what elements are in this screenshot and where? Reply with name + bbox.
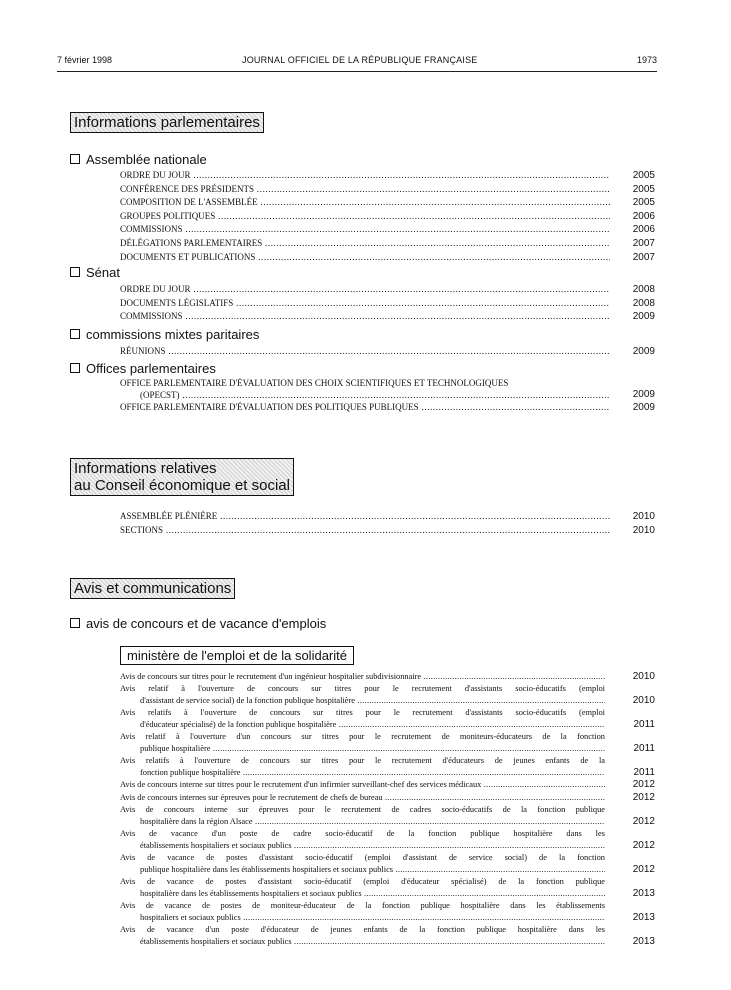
section-title-conseil [70, 458, 294, 496]
page-header [57, 55, 657, 69]
toc-label: COMMISSIONS ..... [120, 310, 610, 324]
avis-text-line1: Avis de vacance de postes d'assistant socio-éducatif (emploi d'assistant de service social) de la fonction [120, 852, 605, 862]
toc-page: 2007 [632, 237, 655, 249]
toc-label: ORDRE DU JOUR ..... [120, 169, 610, 183]
section-title-avis [70, 578, 235, 599]
toc-conseil [120, 510, 655, 537]
avis-page: 2013 [632, 935, 655, 947]
avis-page: 2011 [633, 743, 655, 754]
toc-senat [120, 283, 655, 324]
avis-page: 2012 [632, 863, 655, 875]
avis-entry[interactable] [120, 804, 655, 827]
avis-text-line1: Avis relatif à l'ouverture de concours sur titres pour le recrutement d'assistants socio-éducatifs (emploi [120, 684, 605, 694]
avis-page: 2012 [632, 839, 655, 851]
avis-text-line2: hospitalière dans les établissements hospitaliers et sociaux publics ..... [120, 888, 605, 900]
avis-text-line2: fonction publique hospitalière ..... [120, 767, 605, 779]
toc-label: DÉLÉGATIONS PARLEMENTAIRES ..... [120, 237, 610, 251]
toc-label: COMMISSIONS ..... [120, 223, 610, 237]
avis-page: 2010 [632, 671, 655, 682]
toc-row[interactable] [120, 196, 655, 210]
avis-page: 2011 [633, 719, 655, 730]
checkbox-bullet-icon [70, 329, 80, 339]
header-page-number: 1973 [636, 55, 657, 65]
avis-page: 2011 [633, 767, 655, 778]
toc-label: COMPOSITION DE L'ASSEMBLÉE ..... [120, 196, 610, 210]
toc-page: 2009 [632, 402, 655, 413]
toc-label: OFFICE PARLEMENTAIRE D'ÉVALUATION DES CHOIX SCIENTIFIQUES ET TECHNOLOGIQUES [120, 378, 509, 388]
avis-text-line2: hospitaliers et sociaux publics ..... [120, 912, 605, 924]
group-heading: avis de concours et de vacance d'emplois [86, 616, 327, 631]
toc-label: SECTIONS ..... [120, 524, 610, 538]
avis-text-line1: Avis de concours interne sur épreuves pour le recrutement de cadres socio-éducatifs de la fonction publique [120, 804, 605, 814]
avis-text-line2: hospitalière dans la région Alsace ..... [120, 816, 605, 828]
header-date: 7 février 1998 [57, 55, 113, 65]
toc-label: ASSEMBLÉE PLÉNIÈRE ..... [120, 510, 610, 524]
avis-text-line2: publique hospitalière dans les établissements hospitaliers et sociaux publics ..... [120, 864, 605, 876]
avis-entry[interactable] [120, 707, 655, 730]
toc-label: DOCUMENTS ET PUBLICATIONS ..... [120, 251, 610, 265]
toc-row[interactable] [120, 345, 655, 359]
avis-entry[interactable] [120, 671, 655, 683]
header-journal-title: JOURNAL OFFICIEL DE LA RÉPUBLIQUE FRANÇAISE [242, 55, 478, 65]
section-title-line1: Informations relatives [74, 460, 217, 477]
avis-entry[interactable] [120, 731, 655, 754]
toc-label: RÉUNIONS ..... [120, 345, 610, 359]
avis-text-line1: Avis de vacance de postes d'assistant socio-éducatif (emploi d'éducateur spécialisé) de la fonction publique [120, 876, 605, 886]
toc-row[interactable] [120, 237, 655, 251]
avis-text: Avis de concours interne sur titres pour le recrutement d'un infirmier surveillant-chef des services médicaux ..... [120, 779, 605, 791]
toc-page: 2009 [632, 389, 655, 400]
avis-page: 2012 [632, 779, 655, 791]
group-offices [70, 361, 216, 376]
section-title-line2: au Conseil économique et social [74, 477, 290, 494]
avis-entry[interactable] [120, 792, 655, 804]
avis-entry[interactable] [120, 683, 655, 706]
toc-label: GROUPES POLITIQUES ..... [120, 210, 610, 224]
avis-entry[interactable] [120, 900, 655, 923]
toc-row[interactable] [120, 524, 655, 538]
checkbox-bullet-icon [70, 618, 80, 628]
toc-page: 2010 [632, 511, 655, 522]
avis-entry[interactable] [120, 852, 655, 875]
group-concours [70, 616, 326, 631]
toc-offices [120, 378, 655, 415]
toc-row[interactable] [120, 251, 655, 265]
toc-label: DOCUMENTS LÉGISLATIFS ..... [120, 297, 610, 311]
avis-text-line2: d'éducateur spécialisé) de la fonction publique hospitalière ..... [120, 719, 605, 731]
avis-entry[interactable] [120, 779, 655, 791]
avis-text: Avis de concours sur titres pour le recrutement d'un ingénieur hospitalier subdivisionnaire ..... [120, 671, 605, 683]
toc-row[interactable] [120, 310, 655, 324]
avis-text: Avis de concours internes sur épreuves pour le recrutement de chefs de bureau ..... [120, 792, 605, 804]
toc-row[interactable] [120, 401, 655, 415]
checkbox-bullet-icon [70, 363, 80, 373]
toc-page: 2009 [632, 346, 655, 357]
group-heading: commissions mixtes paritaires [86, 327, 260, 342]
group-senat [70, 265, 120, 280]
avis-page: 2013 [632, 887, 655, 899]
toc-page: 2007 [632, 251, 655, 263]
toc-page: 2005 [632, 183, 655, 195]
toc-page: 2010 [632, 524, 655, 536]
toc-cmp [120, 345, 655, 359]
toc-page: 2008 [632, 297, 655, 309]
toc-row[interactable] [120, 210, 655, 224]
avis-page: 2013 [632, 911, 655, 923]
avis-text-line1: Avis relatifs à l'ouverture de concours sur titres pour le recrutement d'assistants socio-éducatifs (emploi [120, 708, 605, 718]
toc-page: 2005 [632, 170, 655, 181]
group-heading: Assemblée nationale [86, 152, 207, 167]
avis-text-line1: Avis de vacance d'un poste d'éducateur de jeunes enfants de la fonction publique hospitalière dans les [120, 924, 605, 934]
section-title-text: Informations parlementaires [74, 114, 260, 131]
group-heading: Offices parlementaires [86, 361, 216, 376]
avis-page: 2012 [632, 791, 655, 803]
checkbox-bullet-icon [70, 267, 80, 277]
toc-page: 2006 [632, 224, 655, 236]
section-title-parlementaires [70, 112, 264, 133]
avis-text-line1: Avis relatifs à l'ouverture de concours sur titres pour le recrutement d'éducateurs de jeunes enfants de la [120, 756, 605, 766]
toc-row[interactable] [120, 297, 655, 311]
toc-label: OFFICE PARLEMENTAIRE D'ÉVALUATION DES POLITIQUES PUBLIQUES ..... [120, 401, 610, 415]
toc-row[interactable] [120, 510, 655, 524]
toc-page: 2009 [632, 311, 655, 323]
avis-page: 2010 [632, 695, 655, 706]
toc-row[interactable] [120, 283, 655, 297]
toc-assemblee [120, 169, 655, 264]
avis-text-line2: publique hospitalière ..... [120, 743, 605, 755]
avis-text-line2: établissements hospitaliers et sociaux publics ..... [120, 840, 605, 852]
group-commissions-mixtes [70, 327, 259, 342]
avis-entry[interactable] [120, 924, 655, 947]
avis-text-line1: Avis relatif à l'ouverture d'un concours sur titres pour le recrutement de moniteurs-éducateurs de la fonction [120, 732, 605, 742]
avis-text-line1: Avis de vacance d'un poste de cadre socio-éducatif de la fonction publique hospitalière dans les [120, 828, 605, 838]
header-divider [57, 71, 657, 72]
avis-text-line2: établissements hospitaliers et sociaux publics ..... [120, 936, 605, 948]
avis-text-line1: Avis de vacance de postes de moniteur-éducateur de la fonction publique hospitalière dans les établissements [120, 900, 605, 910]
section-title-text: Avis et communications [74, 580, 232, 597]
toc-row[interactable] [120, 389, 655, 401]
toc-row-line1[interactable] [120, 378, 655, 389]
group-assemblee-nationale [70, 152, 207, 167]
avis-list [120, 671, 655, 948]
avis-entry[interactable] [120, 876, 655, 899]
toc-label: ORDRE DU JOUR ..... [120, 283, 610, 297]
toc-label: CONFÉRENCE DES PRÉSIDENTS ..... [120, 183, 610, 197]
ministry-title: ministère de l'emploi et de la solidarité [120, 646, 354, 665]
toc-page: 2008 [632, 284, 655, 295]
avis-entry[interactable] [120, 755, 655, 778]
avis-page: 2012 [632, 815, 655, 827]
avis-entry[interactable] [120, 828, 655, 851]
toc-row[interactable] [120, 169, 655, 183]
toc-label: (OPECST) ..... [120, 389, 610, 401]
group-heading: Sénat [86, 265, 120, 280]
avis-text-line2: d'assistant de service social) de la fonction publique hospitalière ..... [120, 695, 605, 707]
toc-row[interactable] [120, 183, 655, 197]
checkbox-bullet-icon [70, 154, 80, 164]
toc-page: 2006 [632, 210, 655, 222]
toc-row[interactable] [120, 223, 655, 237]
toc-page: 2005 [632, 197, 655, 209]
